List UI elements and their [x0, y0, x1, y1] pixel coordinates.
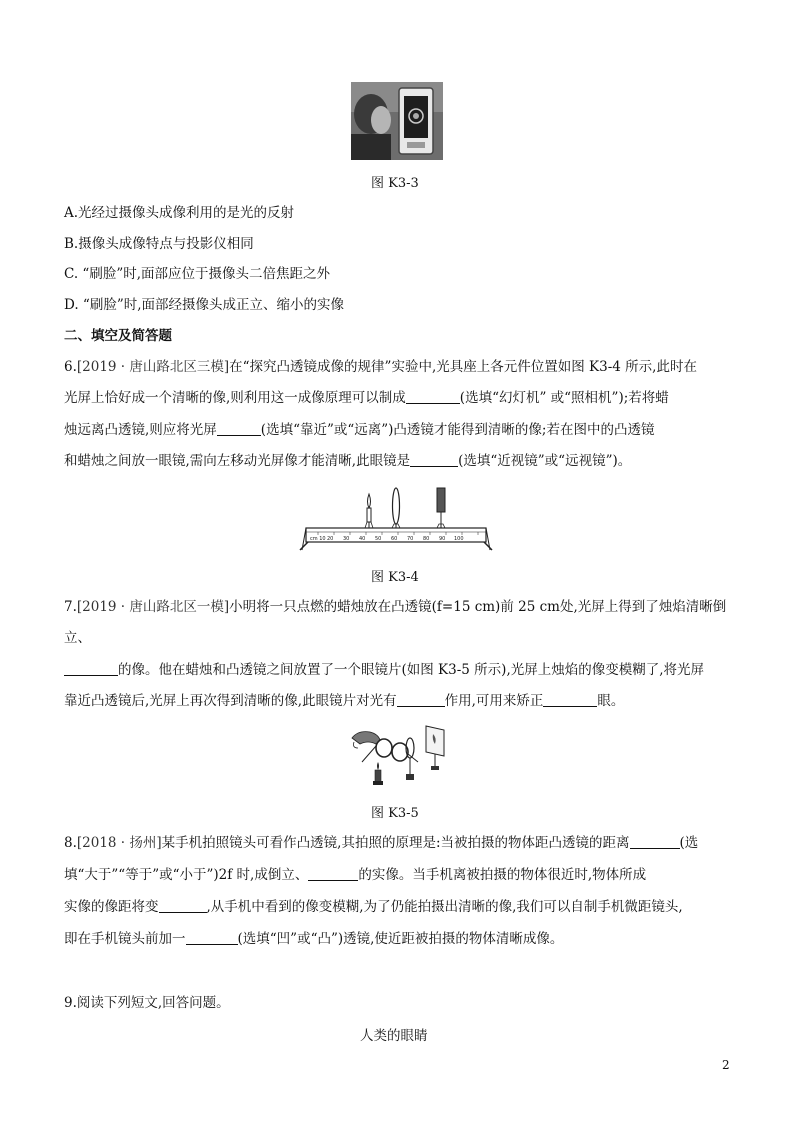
q7-text-3b: 的像。他在蜡烛和凸透镜之间放置了一个眼镜片(如图 K3-5 所示),光屏上烛焰的像变模糊了,将光屏	[118, 662, 705, 678]
q8-blank-3[interactable]	[159, 898, 207, 913]
optical-bench-diagram	[296, 484, 496, 552]
figure-k3-4-optical-bench	[296, 484, 496, 552]
q8-line-1	[64, 833, 698, 853]
q6-text-4b: (选填“近视镜”或“远视镜”)。	[458, 453, 632, 469]
q7-blank-1[interactable]	[64, 661, 118, 676]
q8-blank-1[interactable]	[630, 834, 680, 849]
section-two-title: 二、填空及简答题	[64, 328, 172, 344]
q6-text-4a: 和蜡烛之间放一眼镜,需向左移动光屏像才能清晰,此眼镜是	[64, 453, 411, 469]
option-b: B.摄像头成像特点与投影仪相同	[64, 236, 254, 252]
option-a: A.光经过摄像头成像利用的是光的反射	[64, 205, 295, 221]
figure-k3-3-caption: 图 K3-3	[371, 176, 419, 191]
scale-label: 30	[343, 536, 350, 542]
light-screen-icon	[437, 488, 445, 528]
q6-text-2a: 光屏上恰好成一个清晰的像,则利用这一成像原理可以制成	[64, 390, 406, 406]
q6-blank-1[interactable]	[406, 389, 460, 404]
scale-label: 50	[375, 536, 382, 542]
candle-icon	[373, 762, 383, 785]
q6-line-1	[64, 357, 697, 377]
q7-line-1	[64, 597, 726, 617]
q8-text-2b: 的实像。当手机离被拍摄的物体很近时,物体所成	[358, 867, 647, 883]
q8-text-1a: 某手机拍照镜头可看作凸透镜,其拍照的原理是:当被拍摄的物体距凸透镜的距离	[161, 835, 630, 851]
figure-k3-5-glasses-experiment	[348, 722, 446, 788]
light-screen-icon	[426, 726, 444, 770]
scale-label: cm 10	[310, 536, 326, 542]
q7-line-3	[64, 660, 704, 680]
q7-text-4c: 眼。	[597, 693, 625, 709]
figure-k3-5-caption: 图 K3-5	[371, 806, 419, 821]
q7-blank-3[interactable]	[543, 692, 597, 707]
q7-number: 7.	[64, 599, 77, 615]
q8-blank-4[interactable]	[186, 930, 238, 945]
q6-text-2b: (选填“幻灯机” 或“照相机”);若将蜡	[459, 390, 669, 406]
q8-text-4a: 即在手机镜头前加一	[64, 931, 186, 947]
q8-source: [2018 · 扬州]	[76, 835, 162, 851]
q8-blank-2[interactable]	[308, 866, 358, 881]
q8-text-2a: 填“大于”“等于”或“小于”)2f 时,成倒立、	[64, 867, 309, 883]
q8-text-1b: (选	[679, 835, 699, 851]
face-scan-photo	[351, 82, 443, 160]
q6-source: [2019 · 唐山路北区三模]	[76, 359, 230, 375]
scale-label: 60	[391, 536, 398, 542]
q7-line-2: 立、	[64, 630, 91, 646]
scale-label: 80	[423, 536, 430, 542]
q8-text-4b: (选填“凹”或“凸”)透镜,使近距被拍摄的物体清晰成像。	[237, 931, 564, 947]
q7-text-4a: 靠近凸透镜后,光屏上再次得到清晰的像,此眼镜片对光有	[64, 693, 397, 709]
q6-text-3a: 烛远离凸透镜,则应将光屏	[64, 422, 217, 438]
q9-line-1: 9.阅读下列短文,回答问题。	[64, 995, 230, 1011]
scale-label: 100	[454, 536, 464, 542]
q7-text-4b: 作用,可用来矫正	[444, 693, 544, 709]
page-number: 2	[722, 1058, 730, 1072]
convex-lens-icon	[406, 738, 414, 780]
q7-blank-2[interactable]	[397, 692, 445, 707]
convex-lens-icon	[393, 488, 400, 528]
scale-label: 20	[327, 536, 334, 542]
q6-line-2	[64, 388, 669, 408]
q6-blank-2[interactable]	[217, 421, 261, 436]
q8-line-3	[64, 897, 683, 917]
option-c: C. “刷脸”时,面部应位于摄像头二倍焦距之外	[64, 266, 331, 282]
q9-passage-title: 人类的眼睛	[360, 1028, 428, 1044]
q6-text-1: 在“探究凸透镜成像的规律”实验中,光具座上各元件位置如图 K3-4 所示,此时在	[229, 359, 697, 375]
option-d: D. “刷脸”时,面部经摄像头成正立、缩小的实像	[64, 297, 345, 313]
q7-line-4	[64, 691, 624, 711]
q6-number: 6.	[64, 359, 77, 375]
q8-text-3a: 实像的像距将变	[64, 899, 159, 915]
scale-label: 90	[439, 536, 446, 542]
figure-k3-4-caption: 图 K3-4	[371, 570, 419, 585]
scale-label: 40	[359, 536, 366, 542]
glasses-experiment-diagram	[348, 722, 446, 788]
q7-source: [2019 · 唐山路北区一模]	[76, 599, 230, 615]
q8-line-2	[64, 865, 646, 885]
q6-blank-3[interactable]	[410, 452, 458, 467]
figure-k3-3-photo	[351, 82, 443, 160]
q6-line-4	[64, 451, 631, 471]
q7-text-1: 小明将一只点燃的蜡烛放在凸透镜(f=15 cm)前 25 cm处,光屏上得到了烛焰清晰倒	[229, 599, 727, 615]
scale-label: 70	[407, 536, 414, 542]
q6-text-3b: (选填“靠近”或“远离”)凸透镜才能得到清晰的像;若在图中的凸透镜	[260, 422, 655, 438]
q8-line-4	[64, 929, 563, 949]
q8-number: 8.	[64, 835, 77, 851]
candle-icon	[367, 494, 371, 528]
q6-line-3	[64, 420, 655, 440]
q8-text-3b: ,从手机中看到的像变模糊,为了仍能拍摄出清晰的像,我们可以自制手机微距镜头,	[206, 899, 683, 915]
